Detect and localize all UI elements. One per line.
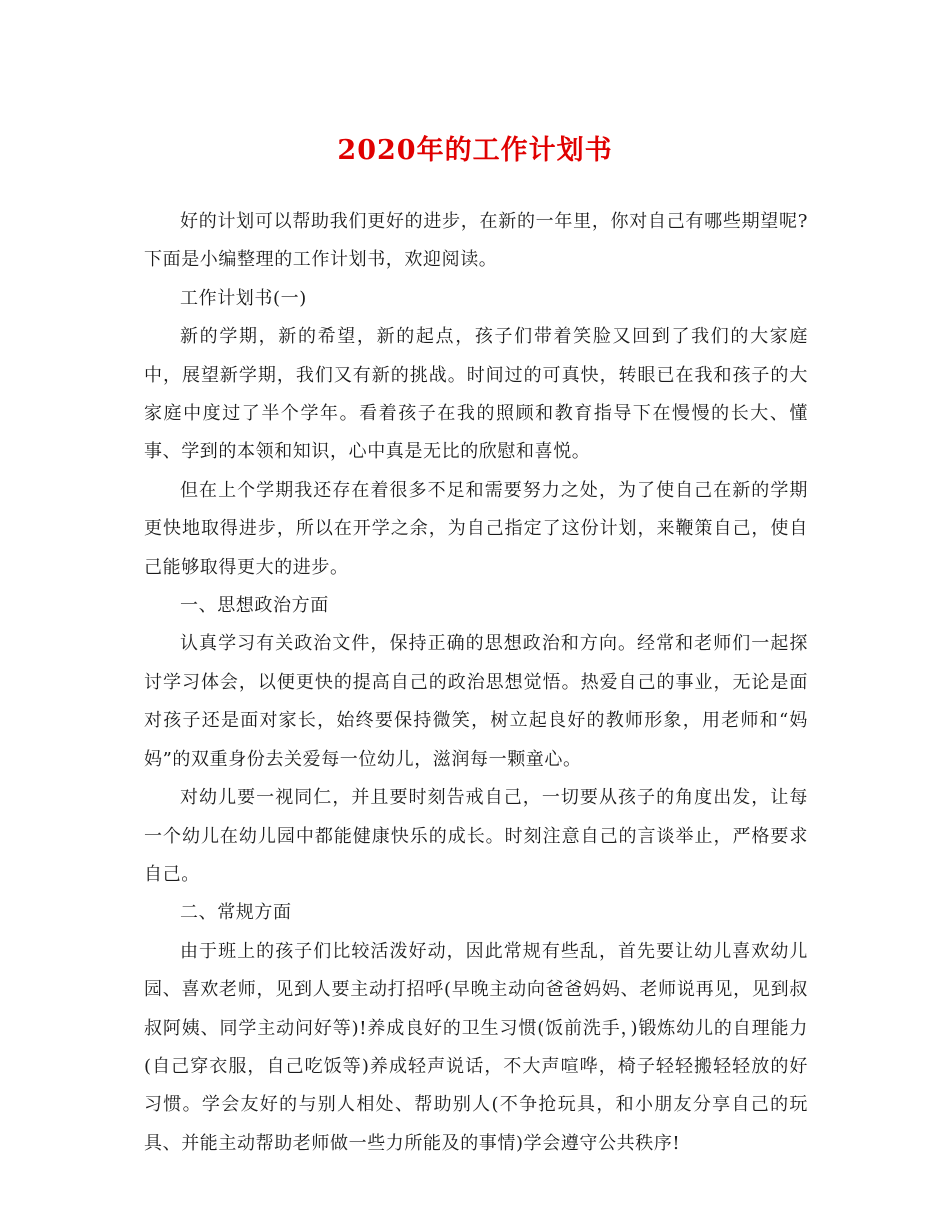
body-paragraph: 由于班上的孩子们比较活泼好动，因此常规有些乱，首先要让幼儿喜欢幼儿园、喜欢老师，见到人要主动打招呼(早晚主动向爸爸妈妈、老师说再见，见到叔叔阿姨、同学主动问好等)!养成良好的卫生习惯(饭前洗手，)锻炼幼儿的自理能力(自己穿衣服，自己吃饭等)养成轻声说话，不大声喧哗，椅子轻轻搬轻轻放的好习惯。学会友好的与别人相处、帮助别人(不争抢玩具，和小朋友分享自己的玩具、并能主动帮助老师做一些力所能及的事情)学会遵守公共秩序! — [144, 940, 808, 1154]
body-paragraph: 但在上个学期我还存在着很多不足和需要努力之处，为了使自己在新的学期更快地取得进步，所以在开学之余，为自己指定了这份计划，来鞭策自己，使自己能够取得更大的进步。 — [144, 479, 808, 578]
document-title: 2020年的工作计划书 — [337, 135, 613, 166]
body-paragraph: 新的学期，新的希望，新的起点，孩子们带着笑脸又回到了我们的大家庭中，展望新学期，我们又有新的挑战。时间过的可真快，转眼已在我和孩子的大家庭中度过了半个学年。看着孩子在我的照顾和教育指导下在慢慢的长大、懂事、学到的本领和知识，心中真是无比的欣慰和喜悦。 — [144, 326, 808, 463]
body-paragraph: 对幼儿要一视同仁，并且要时刻告戒自己，一切要从孩子的角度出发，让每一个幼儿在幼儿园中都能健康快乐的成长。时刻注意自己的言谈举止，严格要求自己。 — [144, 787, 808, 885]
intro-paragraph: 好的计划可以帮助我们更好的进步，在新的一年里，你对自己有哪些期望呢?下面是小编整理的工作计划书，欢迎阅读。 — [144, 211, 808, 271]
document-body — [144, 203, 808, 1163]
section-heading-plan-one: 工作计划书(一) — [180, 287, 307, 309]
section-heading-routine: 二、常规方面 — [180, 902, 292, 924]
body-paragraph: 认真学习有关政治文件，保持正确的思想政治和方向。经常和老师们一起探讨学习体会，以便更快的提高自己的政治思想觉悟。热爱自己的事业，无论是面对孩子还是面对家长，始终要保持微笑，树立起良好的教师形象，用老师和“妈妈”的双重身份去关爱每一位幼儿，滋润每一颗童心。 — [144, 633, 808, 770]
section-heading-political: 一、思想政治方面 — [180, 595, 329, 617]
